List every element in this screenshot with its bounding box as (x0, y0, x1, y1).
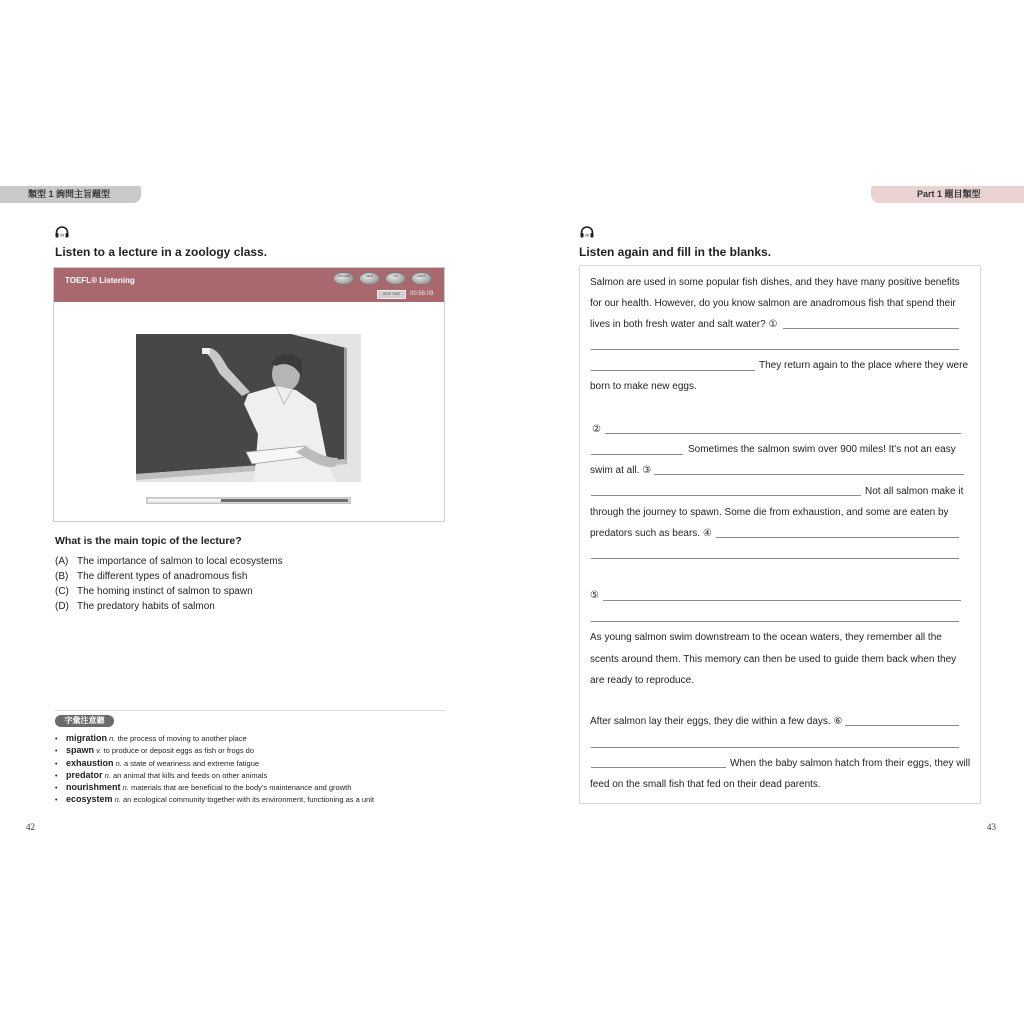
blank-1-line-b[interactable] (591, 349, 959, 350)
section-title-right: Listen again and fill in the blanks. (579, 245, 772, 259)
vocab-pos: n. (114, 795, 121, 805)
option-label: (B) (55, 571, 69, 582)
playback-progress-remaining (221, 499, 348, 502)
passage-line: Not all salmon make it (865, 486, 964, 497)
bullet-icon: • (55, 797, 58, 805)
answer-option-d[interactable] (55, 599, 283, 614)
blank-number-2: ② (592, 424, 601, 435)
ok-button[interactable]: OK (385, 272, 406, 285)
help-button[interactable]: HELP (359, 272, 380, 285)
blank-6-line-b[interactable] (591, 747, 959, 748)
question-text: What is the main topic of the lecture? (55, 535, 242, 547)
vocab-title-badge: 字彙注意聽 (55, 715, 114, 727)
playback-progress-played (148, 499, 222, 502)
blank-number-6: ⑥ (833, 716, 843, 727)
vocab-word: spawn (66, 745, 95, 756)
passage-text: After salmon lay their eggs, they die within a few days. (590, 716, 831, 727)
passage-line: are ready to reproduce. (590, 675, 694, 686)
blank-number-1: ① (768, 319, 778, 330)
bullet-icon: • (55, 736, 58, 743)
blank-1-line-a[interactable] (783, 328, 959, 329)
bullet-icon: • (55, 772, 58, 780)
blank-1-line-c[interactable] (591, 370, 755, 371)
blank-5-line-a[interactable] (603, 600, 961, 601)
passage-text: lives in both fresh water and salt water? (590, 319, 766, 330)
vocab-def: a state of weariness and extreme fatigue (123, 758, 260, 768)
passage-line (590, 464, 651, 478)
option-text: The different types of anadromous fish (77, 571, 248, 582)
option-label: (D) (55, 601, 69, 612)
toefl-window-title: TOEFL® Listening (65, 276, 135, 285)
page-number-right: 43 (987, 822, 996, 832)
bullet-icon: • (55, 748, 58, 756)
passage-line: born to make new eggs. (590, 381, 697, 392)
vocab-pos: n. (109, 734, 116, 743)
page-number-left: 42 (26, 822, 35, 832)
toefl-listening-window (53, 267, 445, 522)
passage-line: for our health. However, do you know salmon are anadromous fish that spend their (590, 298, 956, 309)
option-label: (C) (55, 586, 69, 597)
passage-line: feed on the small fish that fed on their dead parents. (590, 779, 821, 790)
passage-line (590, 715, 842, 729)
blank-2-line-a[interactable] (605, 433, 961, 434)
vocab-def: an ecological community together with its environment, functioning as a unit (122, 795, 374, 805)
passage-line: They return again to the place where they were (759, 360, 969, 371)
blank-3-line-b[interactable] (591, 495, 861, 496)
vocab-word: migration (66, 733, 108, 743)
passage-line: Salmon are used in some popular fish dishes, and they have many positive benefits (590, 277, 960, 288)
vocab-def: to produce or deposit eggs as fish or frogs do (103, 746, 254, 756)
blank-4-line-a[interactable] (716, 537, 959, 538)
passage-text: predators such as bears. (590, 528, 701, 539)
vocab-item (55, 732, 374, 744)
vocab-pos: n. (122, 783, 129, 793)
blank-2-line-b[interactable] (591, 454, 683, 455)
lecture-photo (136, 334, 361, 482)
toefl-title-bar (54, 268, 444, 302)
passage-line: As young salmon swim downstream to the ocean waters, they remember all the (590, 632, 942, 643)
vocab-pos: n. (104, 770, 111, 780)
vocab-word: exhaustion (66, 757, 114, 768)
passage-line: When the baby salmon hatch from their eggs, they will (730, 758, 971, 769)
vocab-word: predator (66, 769, 103, 780)
next-button[interactable]: NEXT (411, 272, 432, 285)
passage-line: scents around them. This memory can then be used to guide them back when they (590, 654, 957, 665)
vocab-item (55, 757, 374, 769)
headphone-icon (580, 226, 594, 238)
blank-5-line-b[interactable] (591, 621, 959, 622)
timer-clock: 00:56:09 (410, 291, 434, 297)
vocab-pos: n. (115, 758, 122, 768)
answer-option-b[interactable] (55, 569, 283, 584)
vocab-def: an animal that kills and feeds on other animals (112, 770, 268, 780)
chapter-tab-left-label: 類型 1 詢問主旨題型 (28, 189, 111, 199)
section-title-left: Listen to a lecture in a zoology class. (55, 245, 268, 259)
vocab-def: the process of moving to another place (117, 734, 247, 743)
playback-progress-bar[interactable] (146, 497, 351, 504)
answer-option-a[interactable] (55, 554, 283, 569)
track-number: 05 (59, 232, 65, 238)
vocab-list (55, 732, 374, 806)
vocab-word: ecosystem (66, 794, 113, 805)
volume-button[interactable]: VOLUME (333, 272, 354, 285)
passage-text: swim at all. (590, 465, 640, 476)
vocab-item (55, 769, 374, 781)
vocab-item (55, 744, 374, 756)
passage-line: Sometimes the salmon swim over 900 miles! It’s not an easy (688, 444, 956, 455)
track-number: 06 (584, 232, 590, 238)
blank-number-4: ④ (702, 528, 712, 539)
vocab-item (55, 793, 374, 805)
vocab-def: materials that are beneficial to the body’s maintenance and growth (130, 783, 352, 793)
hide-time-button[interactable]: HIDE TIME (377, 290, 406, 299)
option-label: (A) (55, 556, 69, 567)
option-text: The predatory habits of salmon (77, 601, 215, 612)
chapter-tab-left (0, 186, 141, 203)
blank-4-line-b[interactable] (591, 558, 959, 559)
vocab-divider (55, 710, 446, 711)
bullet-icon: • (55, 760, 58, 768)
passage-line: through the journey to spawn. Some die from exhaustion, and some are eaten by (590, 507, 949, 518)
bullet-icon: • (55, 785, 58, 793)
blank-6-line-a[interactable] (845, 725, 959, 726)
chapter-tab-right-label: Part 1 題目類型 (917, 189, 981, 199)
answer-option-c[interactable] (55, 584, 283, 599)
headphone-icon (55, 226, 69, 238)
blank-6-line-c[interactable] (591, 767, 726, 768)
passage-line (590, 318, 777, 332)
blank-number-3: ③ (642, 465, 652, 476)
passage-line (590, 527, 712, 541)
chapter-tab-right (871, 186, 1024, 203)
vocab-item (55, 781, 374, 793)
blank-number-5: ⑤ (590, 590, 599, 601)
option-text: The importance of salmon to local ecosystems (77, 556, 283, 567)
vocab-word: nourishment (66, 782, 121, 793)
answer-options (55, 554, 283, 614)
vocab-pos: v. (96, 746, 102, 756)
blank-3-line-a[interactable] (654, 474, 964, 475)
option-text: The homing instinct of salmon to spawn (77, 586, 253, 597)
